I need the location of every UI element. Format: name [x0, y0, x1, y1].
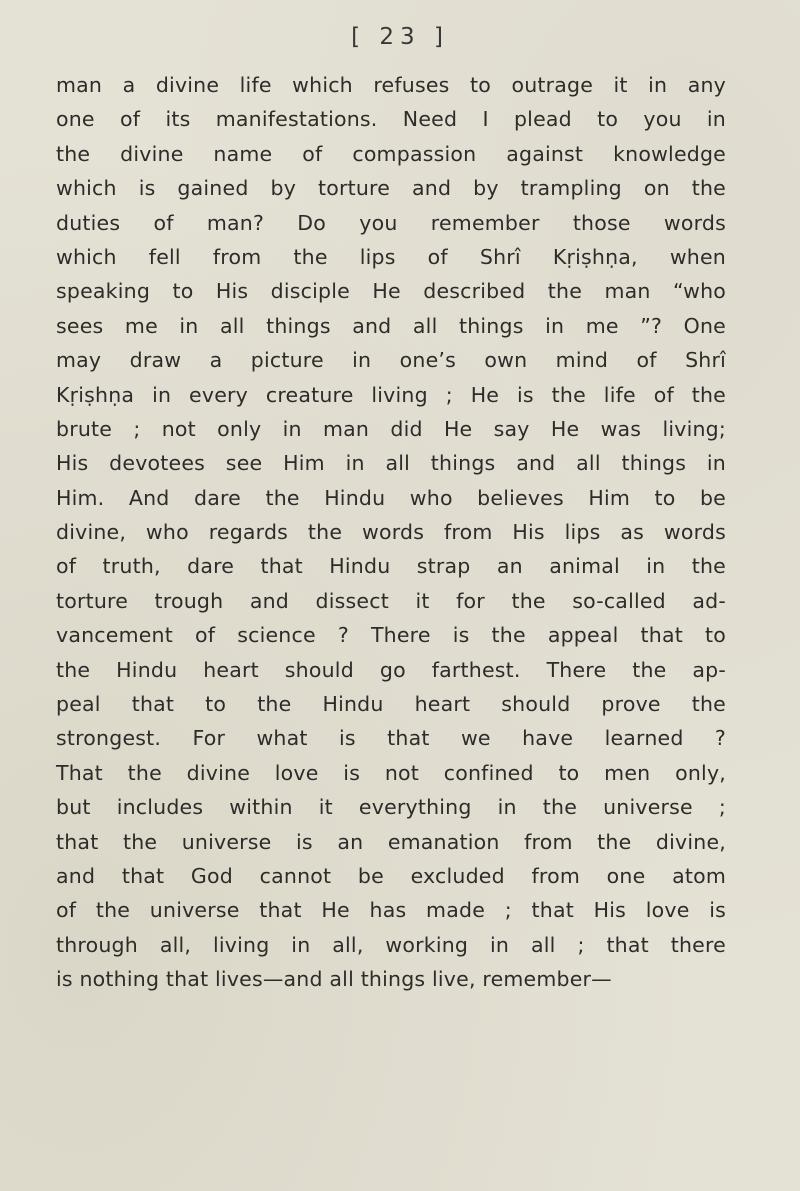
- text-line: may draw a picture in one’s own mind of Shrî: [56, 348, 726, 373]
- text-line: through all, living in all, working in all ; that there: [56, 932, 726, 957]
- text-line: but includes within it everything in the universe ;: [56, 795, 726, 820]
- text-line: brute ; not only in man did He say He was living;: [56, 416, 726, 441]
- text-line: Kṛiṣhṇa in every creature living ; He is the life of the: [56, 382, 726, 407]
- text-line: speaking to His disciple He described the man “who: [56, 279, 726, 304]
- body-text: [56, 68, 726, 997]
- text-line: sees me in all things and all things in me ”? One: [56, 313, 726, 338]
- text-line: the divine name of compassion against knowledge: [56, 141, 726, 166]
- text-line: one of its manifestations. Need I plead to you in: [56, 107, 726, 132]
- text-line: duties of man? Do you remember those words: [56, 210, 726, 235]
- text-line: is nothing that lives—and all things live, remember—: [56, 967, 612, 992]
- text-line: the Hindu heart should go farthest. There the ap-: [56, 657, 726, 682]
- text-line: which fell from the lips of Shrî Kṛiṣhṇa, when: [56, 244, 726, 269]
- text-line: torture trough and dissect it for the so-called ad-: [56, 588, 726, 613]
- page-number: [ 23 ]: [351, 24, 449, 50]
- text-line: His devotees see Him in all things and all things in: [56, 451, 726, 476]
- text-line: That the divine love is not confined to men only,: [56, 760, 726, 785]
- text-line: peal that to the Hindu heart should prove the: [56, 692, 726, 717]
- text-line: and that God cannot be excluded from one atom: [56, 863, 726, 888]
- text-line: which is gained by torture and by trampling on the: [56, 176, 726, 201]
- text-line: man a divine life which refuses to outrage it in any: [56, 73, 726, 97]
- text-line: of truth, dare that Hindu strap an animal in the: [56, 554, 726, 579]
- text-line: strongest. For what is that we have learned ?: [56, 726, 726, 751]
- text-line: vancement of science ? There is the appeal that to: [56, 623, 726, 648]
- text-line: divine, who regards the words from His lips as words: [56, 520, 726, 545]
- text-line: that the universe is an emanation from the divine,: [56, 829, 726, 854]
- text-line: Him. And dare the Hindu who believes Him to be: [56, 485, 726, 510]
- text-line: of the universe that He has made ; that His love is: [56, 898, 726, 923]
